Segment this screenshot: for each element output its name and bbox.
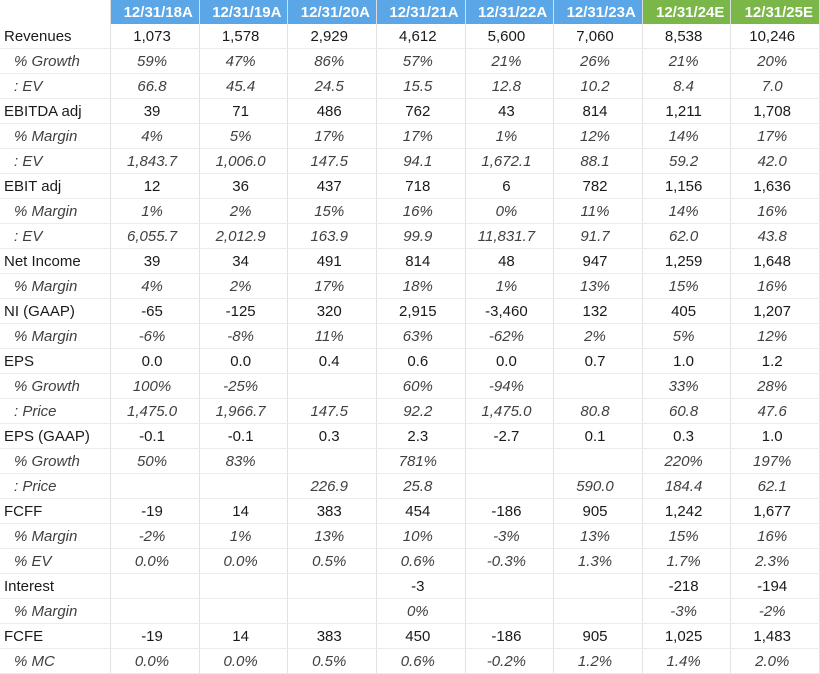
column-header-4: 12/31/21A — [377, 0, 466, 24]
table-cell: 0.6 — [377, 349, 466, 374]
table-cell: -6% — [111, 324, 200, 349]
table-cell: 43 — [465, 99, 554, 124]
table-cell: 10% — [377, 524, 466, 549]
table-cell — [199, 474, 288, 499]
table-cell — [111, 599, 200, 624]
table-cell: 0.0 — [465, 349, 554, 374]
table-cell: 80.8 — [554, 399, 643, 424]
table-subrow — [0, 74, 820, 99]
row-label: EBIT adj — [0, 174, 111, 199]
table-cell: 92.2 — [377, 399, 466, 424]
table-cell: 782 — [554, 174, 643, 199]
row-label: % EV — [0, 549, 111, 574]
table-row — [0, 424, 820, 449]
table-cell: -0.1 — [199, 424, 288, 449]
table-cell: 437 — [288, 174, 377, 199]
table-cell: 2,929 — [288, 24, 377, 49]
table-cell: 383 — [288, 499, 377, 524]
table-row — [0, 349, 820, 374]
row-label: % Margin — [0, 124, 111, 149]
table-cell: 781% — [377, 449, 466, 474]
table-cell: 26% — [554, 49, 643, 74]
table-cell: 1% — [465, 124, 554, 149]
table-cell: 17% — [731, 124, 820, 149]
table-cell: 405 — [642, 299, 731, 324]
table-subrow — [0, 274, 820, 299]
table-cell — [288, 449, 377, 474]
row-label: % Margin — [0, 599, 111, 624]
table-cell: 1,259 — [642, 249, 731, 274]
table-cell: 0.4 — [288, 349, 377, 374]
table-cell: 1% — [111, 199, 200, 224]
table-cell: 20% — [731, 49, 820, 74]
table-cell: 15% — [288, 199, 377, 224]
table-cell: 1,156 — [642, 174, 731, 199]
table-cell: 5,600 — [465, 24, 554, 49]
table-cell: -8% — [199, 324, 288, 349]
table-cell: 91.7 — [554, 224, 643, 249]
table-cell: -186 — [465, 499, 554, 524]
table-row — [0, 624, 820, 649]
table-subrow — [0, 224, 820, 249]
row-label: % Margin — [0, 524, 111, 549]
table-subrow — [0, 124, 820, 149]
table-subrow — [0, 649, 820, 674]
table-cell: -125 — [199, 299, 288, 324]
table-cell: 6 — [465, 174, 554, 199]
column-header-7: 12/31/24E — [642, 0, 731, 24]
table-cell: 14 — [199, 624, 288, 649]
table-cell — [288, 574, 377, 599]
table-cell: 14% — [642, 124, 731, 149]
table-cell: 39 — [111, 99, 200, 124]
table-subrow — [0, 399, 820, 424]
table-cell: 16% — [731, 274, 820, 299]
table-cell: 2% — [199, 199, 288, 224]
table-cell: 24.5 — [288, 74, 377, 99]
table-cell: -0.3% — [465, 549, 554, 574]
table-cell — [111, 474, 200, 499]
table-cell: 1,025 — [642, 624, 731, 649]
table-cell: 4% — [111, 274, 200, 299]
column-header-3: 12/31/20A — [288, 0, 377, 24]
row-label: EBITDA adj — [0, 99, 111, 124]
table-cell: 34 — [199, 249, 288, 274]
row-label: FCFE — [0, 624, 111, 649]
table-row — [0, 499, 820, 524]
table-cell: -3% — [465, 524, 554, 549]
table-subrow — [0, 199, 820, 224]
table-cell: 0.0% — [111, 549, 200, 574]
table-cell: 5% — [199, 124, 288, 149]
table-cell — [465, 474, 554, 499]
table-cell — [465, 449, 554, 474]
table-cell: 11% — [288, 324, 377, 349]
table-cell: 1.2 — [731, 349, 820, 374]
table-cell — [465, 574, 554, 599]
table-cell: -19 — [111, 624, 200, 649]
table-cell: 2.0% — [731, 649, 820, 674]
table-cell: 1.0 — [642, 349, 731, 374]
table-cell: 1,636 — [731, 174, 820, 199]
table-cell: 13% — [554, 274, 643, 299]
table-cell: 1,966.7 — [199, 399, 288, 424]
table-cell: 59% — [111, 49, 200, 74]
table-cell: 16% — [377, 199, 466, 224]
table-cell: 63% — [377, 324, 466, 349]
table-cell: 1,211 — [642, 99, 731, 124]
row-label: Interest — [0, 574, 111, 599]
table-cell: 383 — [288, 624, 377, 649]
table-cell: 491 — [288, 249, 377, 274]
table-cell: -62% — [465, 324, 554, 349]
table-cell: 0% — [377, 599, 466, 624]
table-cell: 12.8 — [465, 74, 554, 99]
table-cell: -3 — [377, 574, 466, 599]
table-cell: 50% — [111, 449, 200, 474]
table-cell: 60% — [377, 374, 466, 399]
table-cell: 0.0% — [199, 649, 288, 674]
table-cell: 0.0% — [111, 649, 200, 674]
table-cell: 450 — [377, 624, 466, 649]
table-cell: 12 — [111, 174, 200, 199]
table-cell: 0.7 — [554, 349, 643, 374]
table-cell: -2% — [111, 524, 200, 549]
table-row — [0, 574, 820, 599]
table-subrow — [0, 474, 820, 499]
table-row — [0, 249, 820, 274]
table-cell: 132 — [554, 299, 643, 324]
table-cell: 45.4 — [199, 74, 288, 99]
table-cell: 57% — [377, 49, 466, 74]
table-subrow — [0, 549, 820, 574]
table-cell: 0.3 — [288, 424, 377, 449]
table-cell: 814 — [377, 249, 466, 274]
table-cell: 197% — [731, 449, 820, 474]
table-cell: 59.2 — [642, 149, 731, 174]
table-cell: 590.0 — [554, 474, 643, 499]
table-cell: 0.3 — [642, 424, 731, 449]
table-cell: 2.3% — [731, 549, 820, 574]
column-header-2: 12/31/19A — [199, 0, 288, 24]
column-header-6: 12/31/23A — [554, 0, 643, 24]
table-cell: 1,475.0 — [465, 399, 554, 424]
table-cell: -94% — [465, 374, 554, 399]
row-label: % Margin — [0, 199, 111, 224]
table-cell: 43.8 — [731, 224, 820, 249]
table-cell: -2.7 — [465, 424, 554, 449]
table-cell: 1.7% — [642, 549, 731, 574]
table-cell: -19 — [111, 499, 200, 524]
table-cell: 147.5 — [288, 399, 377, 424]
table-cell: 14% — [642, 199, 731, 224]
table-cell: 11% — [554, 199, 643, 224]
column-header-1: 12/31/18A — [111, 0, 200, 24]
table-cell: 0.0 — [111, 349, 200, 374]
table-cell: 2,915 — [377, 299, 466, 324]
table-subrow — [0, 599, 820, 624]
row-label: % Margin — [0, 324, 111, 349]
table-cell: 1,648 — [731, 249, 820, 274]
table-cell: 48 — [465, 249, 554, 274]
row-label: : EV — [0, 149, 111, 174]
table-cell: 0% — [465, 199, 554, 224]
table-cell: 1,843.7 — [111, 149, 200, 174]
table-cell: 15.5 — [377, 74, 466, 99]
table-cell: 11,831.7 — [465, 224, 554, 249]
table-cell: 10.2 — [554, 74, 643, 99]
table-cell: 17% — [288, 274, 377, 299]
row-label: % Margin — [0, 274, 111, 299]
table-row — [0, 99, 820, 124]
table-cell: 21% — [642, 49, 731, 74]
table-cell: -0.2% — [465, 649, 554, 674]
table-cell: 7,060 — [554, 24, 643, 49]
table-cell — [199, 599, 288, 624]
table-cell: 163.9 — [288, 224, 377, 249]
table-cell: 100% — [111, 374, 200, 399]
table-cell: 0.1 — [554, 424, 643, 449]
table-cell: 220% — [642, 449, 731, 474]
table-cell: 762 — [377, 99, 466, 124]
table-cell — [554, 574, 643, 599]
row-label: : Price — [0, 399, 111, 424]
table-row — [0, 299, 820, 324]
table-cell: 83% — [199, 449, 288, 474]
table-cell: 60.8 — [642, 399, 731, 424]
table-cell: 88.1 — [554, 149, 643, 174]
table-cell: 62.1 — [731, 474, 820, 499]
table-cell: 47.6 — [731, 399, 820, 424]
table-cell: 0.0 — [199, 349, 288, 374]
table-cell: 99.9 — [377, 224, 466, 249]
table-cell: 4% — [111, 124, 200, 149]
table-cell: 7.0 — [731, 74, 820, 99]
table-cell: 1,483 — [731, 624, 820, 649]
table-cell: 12% — [731, 324, 820, 349]
table-cell: 320 — [288, 299, 377, 324]
row-label: EPS — [0, 349, 111, 374]
table-row — [0, 174, 820, 199]
table-cell: 1.3% — [554, 549, 643, 574]
table-body — [0, 24, 820, 674]
table-cell: 1% — [199, 524, 288, 549]
column-header-5: 12/31/22A — [465, 0, 554, 24]
table-cell: 147.5 — [288, 149, 377, 174]
table-cell: 36 — [199, 174, 288, 199]
table-cell: -194 — [731, 574, 820, 599]
table-cell: -186 — [465, 624, 554, 649]
table-cell: 226.9 — [288, 474, 377, 499]
row-label: % Growth — [0, 374, 111, 399]
table-cell: -2% — [731, 599, 820, 624]
table-cell: 10,246 — [731, 24, 820, 49]
table-subrow — [0, 449, 820, 474]
header-row — [0, 0, 820, 24]
table-cell — [111, 574, 200, 599]
row-label: FCFF — [0, 499, 111, 524]
table-cell: 486 — [288, 99, 377, 124]
table-subrow — [0, 374, 820, 399]
table-cell: 15% — [642, 274, 731, 299]
table-cell: -0.1 — [111, 424, 200, 449]
row-label: % Growth — [0, 449, 111, 474]
table-cell: 0.6% — [377, 649, 466, 674]
table-cell: 16% — [731, 199, 820, 224]
table-cell: 1,708 — [731, 99, 820, 124]
table-cell: 454 — [377, 499, 466, 524]
table-cell: -218 — [642, 574, 731, 599]
table-subrow — [0, 324, 820, 349]
table-cell: 1% — [465, 274, 554, 299]
row-label: : EV — [0, 74, 111, 99]
table-cell: 6,055.7 — [111, 224, 200, 249]
table-cell: 21% — [465, 49, 554, 74]
table-cell: 33% — [642, 374, 731, 399]
table-cell: 0.0% — [199, 549, 288, 574]
table-cell: 86% — [288, 49, 377, 74]
table-cell: 12% — [554, 124, 643, 149]
table-cell: 13% — [288, 524, 377, 549]
table-cell: 0.5% — [288, 649, 377, 674]
table-cell: 8.4 — [642, 74, 731, 99]
table-cell — [199, 574, 288, 599]
table-cell: 28% — [731, 374, 820, 399]
table-cell: 1,672.1 — [465, 149, 554, 174]
table-subrow — [0, 149, 820, 174]
table-cell: 18% — [377, 274, 466, 299]
table-cell: 1,207 — [731, 299, 820, 324]
table-cell: 905 — [554, 499, 643, 524]
table-cell: 0.5% — [288, 549, 377, 574]
table-cell: 47% — [199, 49, 288, 74]
table-cell: 42.0 — [731, 149, 820, 174]
table-cell: 94.1 — [377, 149, 466, 174]
table-cell — [554, 449, 643, 474]
table-cell: -65 — [111, 299, 200, 324]
table-cell: 2% — [199, 274, 288, 299]
table-cell: 184.4 — [642, 474, 731, 499]
row-label: NI (GAAP) — [0, 299, 111, 324]
table-cell: 17% — [377, 124, 466, 149]
table-cell: 16% — [731, 524, 820, 549]
row-label: : Price — [0, 474, 111, 499]
table-cell: 718 — [377, 174, 466, 199]
table-cell: 1,073 — [111, 24, 200, 49]
row-label: Net Income — [0, 249, 111, 274]
table-cell — [288, 599, 377, 624]
table-cell: 1.4% — [642, 649, 731, 674]
row-label: % MC — [0, 649, 111, 674]
table-subrow — [0, 49, 820, 74]
table-cell: 25.8 — [377, 474, 466, 499]
table-cell: 814 — [554, 99, 643, 124]
row-label: % Growth — [0, 49, 111, 74]
table-cell: -3,460 — [465, 299, 554, 324]
table-cell: 1,242 — [642, 499, 731, 524]
header-corner-cell — [0, 0, 111, 24]
table-cell: 8,538 — [642, 24, 731, 49]
table-cell: 905 — [554, 624, 643, 649]
table-cell: 4,612 — [377, 24, 466, 49]
table-row — [0, 24, 820, 49]
table-cell: 2% — [554, 324, 643, 349]
table-cell: 15% — [642, 524, 731, 549]
table-cell — [554, 599, 643, 624]
table-cell: 1.0 — [731, 424, 820, 449]
table-cell: 947 — [554, 249, 643, 274]
table-cell: 1,677 — [731, 499, 820, 524]
table-cell: 1,578 — [199, 24, 288, 49]
table-cell: -25% — [199, 374, 288, 399]
table-cell: 13% — [554, 524, 643, 549]
table-cell: 66.8 — [111, 74, 200, 99]
table-cell — [465, 599, 554, 624]
table-cell: 71 — [199, 99, 288, 124]
row-label: EPS (GAAP) — [0, 424, 111, 449]
table-cell: 39 — [111, 249, 200, 274]
table-cell: 2,012.9 — [199, 224, 288, 249]
table-cell: 5% — [642, 324, 731, 349]
table-cell — [554, 374, 643, 399]
table-cell: -3% — [642, 599, 731, 624]
table-cell: 2.3 — [377, 424, 466, 449]
table-cell: 1.2% — [554, 649, 643, 674]
table-cell: 17% — [288, 124, 377, 149]
table-cell — [288, 374, 377, 399]
table-cell: 62.0 — [642, 224, 731, 249]
row-label: : EV — [0, 224, 111, 249]
column-header-8: 12/31/25E — [731, 0, 820, 24]
table-cell: 1,475.0 — [111, 399, 200, 424]
table-subrow — [0, 524, 820, 549]
row-label: Revenues — [0, 24, 111, 49]
table-cell: 0.6% — [377, 549, 466, 574]
table-cell: 1,006.0 — [199, 149, 288, 174]
table-cell: 14 — [199, 499, 288, 524]
